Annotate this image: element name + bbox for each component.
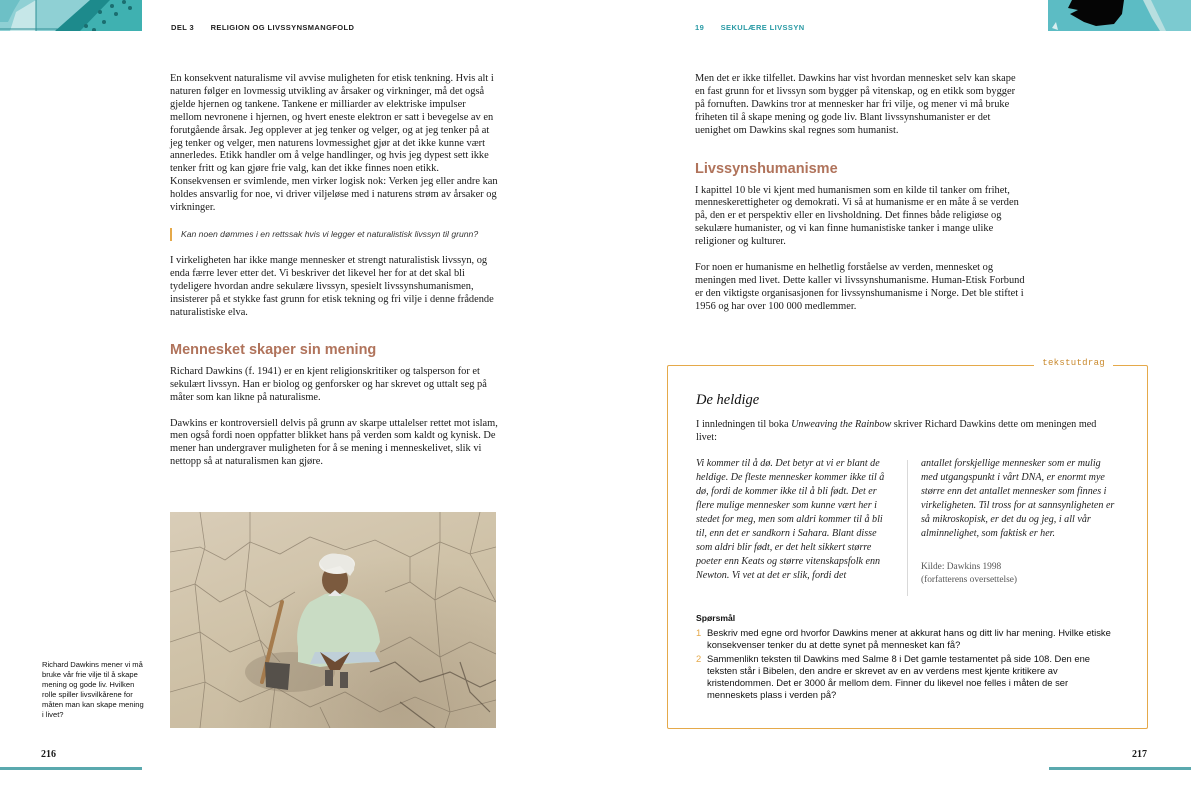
running-head-left [171, 23, 354, 32]
corner-decoration-left [0, 0, 142, 31]
intro-text-after: skriver Richard Dawkins dette om meningen med livet: [696, 419, 1097, 443]
question-number: 1 [696, 627, 702, 638]
footer-rule-right [1049, 767, 1191, 770]
chapter-title: SEKULÆRE LIVSSYN [720, 23, 805, 32]
photo-caption: Richard Dawkins mener vi må bruke vår frie vilje til å skape mening og gode liv. Hvilken rolle spiller livsvilkårene for måten man kan skape mening i livet? [42, 660, 144, 719]
quote-column-1: Vi kommer til å dø. Det betyr at vi er blant de heldige. De fleste mennesker kommer ikke til å dø, fordi de kommer ikke til å bli født. Det er flere mulige mennesker som kunne vært her i stedet for meg, men som aldri kommer til å bli til, enn det er sandkorn i Sahara. Blant disse som aldri blir født, er det helt sikkert større poeter enn Keats og større vitenskapsfolk enn Newton. Vi vet at det er slik, fordi det [696, 458, 885, 581]
questions-heading: Spørsmål [696, 613, 736, 623]
body-paragraph: En konsekvent naturalisme vil avvise muligheten for etisk tenkning. Hvis alt i naturen følger en lovmessig utvikling av årsaker og virkninger, må det også gjelde hjernen og tankene. Tankene er milliarder av elektriske impulser mellom nevronene i hjernen, og hvert eneste elektron er satt i bevegelse av en forutgående årsak. Jeg opplever at jeg tenker og velger, og at jeg tenker på at jeg tenker og velger, men naturens lovmessighet gjør at det ikke kunne vært annerledes. Etikk handler om å velge handlinger, og hvis jeg dypest sett ikke tenker fritt og kan gjøre frie valg, kan det ikke finnes noen etikk. Konsekvensen er svimlende, men virker logisk nok: Verken jeg eller andre kan holdes ansvarlig for noe, vi driver viljeløse med i naturens strøm av årsaker og virkninger. [170, 73, 498, 214]
quote-column-2: antallet forskjellige mennesker som er mulig med utgangspunkt i vårt DNA, er enormt mye større enn det antallet mennesker som finnes i virkeligheten. Til tross for at sannsynligheten er så mikroskopisk, er det du og jeg, i all vår alminnelighet, som faktisk er her. [921, 458, 1115, 539]
question-number: 2 [696, 653, 702, 664]
question-item [696, 627, 1121, 651]
right-page-text-column [695, 73, 1025, 326]
excerpt-title: De heldige [696, 392, 760, 408]
photo-illustration [170, 512, 496, 728]
part-label: DEL 3 [171, 23, 195, 32]
quote-source [921, 561, 1017, 587]
part-title: RELIGION OG LIVSSYNSMANGFOLD [210, 23, 355, 32]
page-number-left: 216 [41, 749, 56, 760]
page-number-right: 217 [1132, 749, 1147, 760]
excerpt-tag-label: tekstutdrag [1034, 358, 1113, 368]
reflection-question-callout: Kan noen dømmes i en rettssak hvis vi legger et naturalistisk livssyn til grunn? [170, 228, 500, 242]
book-title: Unweaving the Rainbow [791, 419, 892, 430]
excerpt-intro [696, 418, 1116, 444]
body-paragraph: Richard Dawkins (f. 1941) er en kjent religionskritiker og talsperson for et sekulært livssyn. Han er biolog og genforsker og har skrevet og uttalt seg på måter som kan likne på naturalisme. [170, 365, 487, 403]
chapter-number: 19 [695, 23, 705, 32]
section-heading: Mennesket skaper sin mening [170, 341, 377, 358]
body-paragraph: Dawkins er kontroversiell delvis på grunn av skarpe uttalelser rettet mot islam, men også fordi noen oppfatter blikket hans på verden som kaldt og kynisk. De mener han undergraver muligheten for å se mening i menneskelivet, slik vi nettopp så at naturalismen kan gjøre. [170, 417, 498, 468]
footer-rule-left [0, 767, 142, 770]
corner-decoration-right [1048, 0, 1191, 31]
intro-text-before: I innledningen til boka [696, 419, 792, 430]
section-heading: Livssynshumanisme [695, 160, 838, 177]
body-paragraph: I virkeligheten har ikke mange mennesker et strengt naturalistisk livssyn, og enda færre lever etter det. Vi beskriver det likevel her for at det skal bli tydeligere hvordan andre sekulære livssyn, spesielt livssynshumanismen, insisterer på et stykke fast grunn for etisk tekning og fri vilje i denne frådende naturalistiske elva. [170, 255, 494, 318]
body-paragraph: For noen er humanisme en helhetlig forståelse av verden, mennesket og meningen med livet. Dette kaller vi livssynshumanisme. Human-Etisk Forbund er den viktigste organisasjonen for livssynshumanisme i Norge. Det ble stiftet i 1956 og har over 100 000 medlemmer. [695, 261, 1025, 312]
photo-man-on-cracked-earth [170, 512, 496, 728]
column-divider [907, 460, 908, 596]
body-paragraph: I kapittel 10 ble vi kjent med humanismen som en kilde til tanker om frihet, menneskerettigheter og demokrati. Vi så at humanisme er en måte å se verden på, den er et perspektiv eller en livsholdning. Det finnes både religiøse og sekulære humanister, og vi kan finne humanistiske tanker i mange ulike religioner og kulturer. [695, 184, 1019, 248]
text-excerpt-box [667, 358, 1148, 729]
questions-list [696, 627, 1121, 703]
abstract-pattern-icon [0, 0, 142, 31]
question-text: Beskriv med egne ord hvorfor Dawkins mener at akkurat hans og ditt liv har mening. Hvilke etiske konsekvenser tenker du at dette synet på mennesket kan få? [707, 627, 1111, 650]
question-item [696, 653, 1121, 701]
question-text: Sammenlikn teksten til Dawkins med Salme 8 i Det gamle testamentet på side 108. Den ene teksten står i Bibelen, den andre er skrevet av en av verdens mest kjente kritikere av kristendommen. Det er 3000 år mellom dem. Finner du likevel noe felles i måten de ser menneskets plass i verden på? [707, 653, 1091, 700]
left-page-text-column [170, 73, 500, 482]
abstract-silhouette-icon [1048, 0, 1191, 31]
source-translation-note: (forfatterens oversettelse) [921, 575, 1018, 585]
body-paragraph: Men det er ikke tilfellet. Dawkins har vist hvordan mennesket selv kan skape en fast grunn for et livssyn som bygger på vitenskap, og en etikk som bygger på fornuften. Dawkins tror at mennesker har fri vilje, og mener vi må bruke friheten til å skape mening og gode liv. Blant livssynshumanister er det uenighet om Dawkins skal regnes som humanist. [695, 73, 1016, 136]
source-citation: Kilde: Dawkins 1998 [921, 562, 1002, 572]
running-head-right [695, 23, 805, 32]
